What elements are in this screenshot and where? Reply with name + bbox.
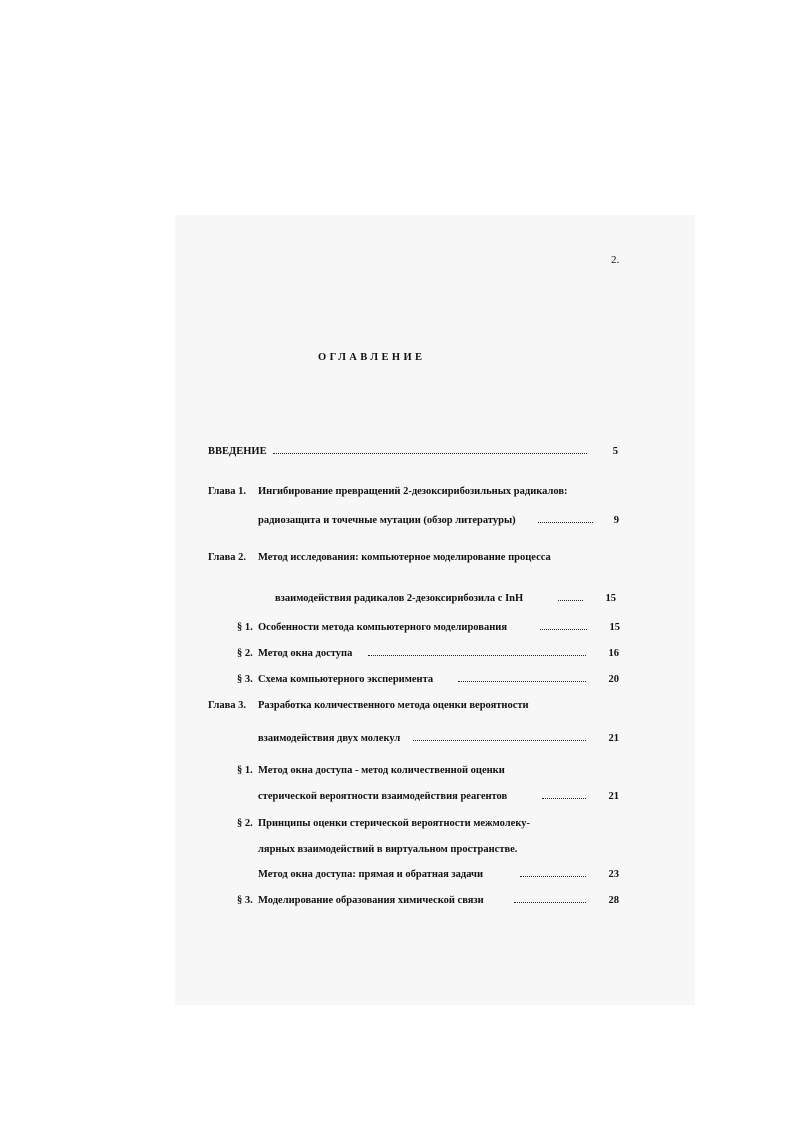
toc-ch3-line2: взаимодействия двух молекул: [258, 733, 401, 744]
toc-ch2-s3-label: § 3.: [237, 674, 253, 685]
toc-ch3-s2-line3: Метод окна доступа: прямая и обратная задачи: [258, 869, 484, 880]
toc-leader: [514, 901, 586, 903]
toc-ch1-line1: Ингибирование превращений 2-дезоксирибозильных радикалов:: [258, 486, 568, 497]
toc-leader: [538, 521, 593, 523]
toc-ch2-s3-page: 20: [608, 674, 619, 685]
toc-ch2-s1-label: § 1.: [237, 622, 253, 633]
toc-ch3-label: Глава 3.: [208, 700, 247, 711]
toc-ch2-s2-page: 16: [608, 648, 619, 659]
toc-leader: [542, 797, 586, 799]
toc-ch2-label: Глава 2.: [208, 552, 247, 563]
toc-ch3-s1-label: § 1.: [237, 765, 253, 776]
toc-ch3-s3-page: 28: [608, 895, 619, 906]
toc-ch1-line2: радиозащита и точечные мутации (обзор литературы): [258, 515, 516, 526]
toc-leader: [273, 452, 587, 454]
toc-ch3-s2-line2: лярных взаимодействий в виртуальном пространстве.: [258, 844, 518, 855]
page-number: 2.: [611, 254, 620, 266]
toc-ch2-line1: Метод исследования: компьютерное моделирование процесса: [258, 552, 551, 563]
toc-ch2-s2-text: Метод окна доступа: [258, 648, 353, 659]
toc-ch2-s1-text: Особенности метода компьютерного моделирования: [258, 622, 508, 633]
toc-intro-title: ВВЕДЕНИЕ: [208, 446, 267, 457]
toc-ch3-s2-line1: Принципы оценки стерической вероятности межмолеку-: [258, 818, 530, 829]
toc-leader: [520, 875, 586, 877]
toc-ch2-line2: взаимодействия радикалов 2-дезоксирибозила с InH: [275, 593, 524, 604]
toc-leader: [540, 628, 587, 630]
toc-ch3-page: 21: [608, 733, 619, 744]
toc-ch3-s2-label: § 2.: [237, 818, 253, 829]
toc-leader: [458, 680, 586, 682]
toc-ch3-s3-text: Моделирование образования химической связи: [258, 895, 484, 906]
toc-leader: [558, 599, 583, 601]
scanned-sheet: [175, 215, 695, 1005]
toc-ch3-s2-page: 23: [608, 869, 619, 880]
toc-ch1-label: Глава 1.: [208, 486, 247, 497]
toc-ch2-s1-page: 15: [609, 622, 620, 633]
toc-leader: [413, 739, 586, 741]
toc-ch2-page: 15: [605, 593, 616, 604]
toc-ch3-s1-page: 21: [608, 791, 619, 802]
page-title: ОГЛАВЛЕНИЕ: [318, 352, 426, 363]
toc-ch3-s1-line2: стерической вероятности взаимодействия реагентов: [258, 791, 508, 802]
toc-leader: [368, 654, 586, 656]
toc-ch2-s3-text: Схема компьютерного эксперимента: [258, 674, 434, 685]
toc-ch3-line1: Разработка количественного метода оценки вероятности: [258, 700, 529, 711]
toc-intro-page: 5: [612, 446, 618, 457]
toc-ch2-s2-label: § 2.: [237, 648, 253, 659]
toc-ch1-page: 9: [613, 515, 619, 526]
toc-ch3-s1-line1: Метод окна доступа - метод количественной оценки: [258, 765, 505, 776]
toc-ch3-s3-label: § 3.: [237, 895, 253, 906]
